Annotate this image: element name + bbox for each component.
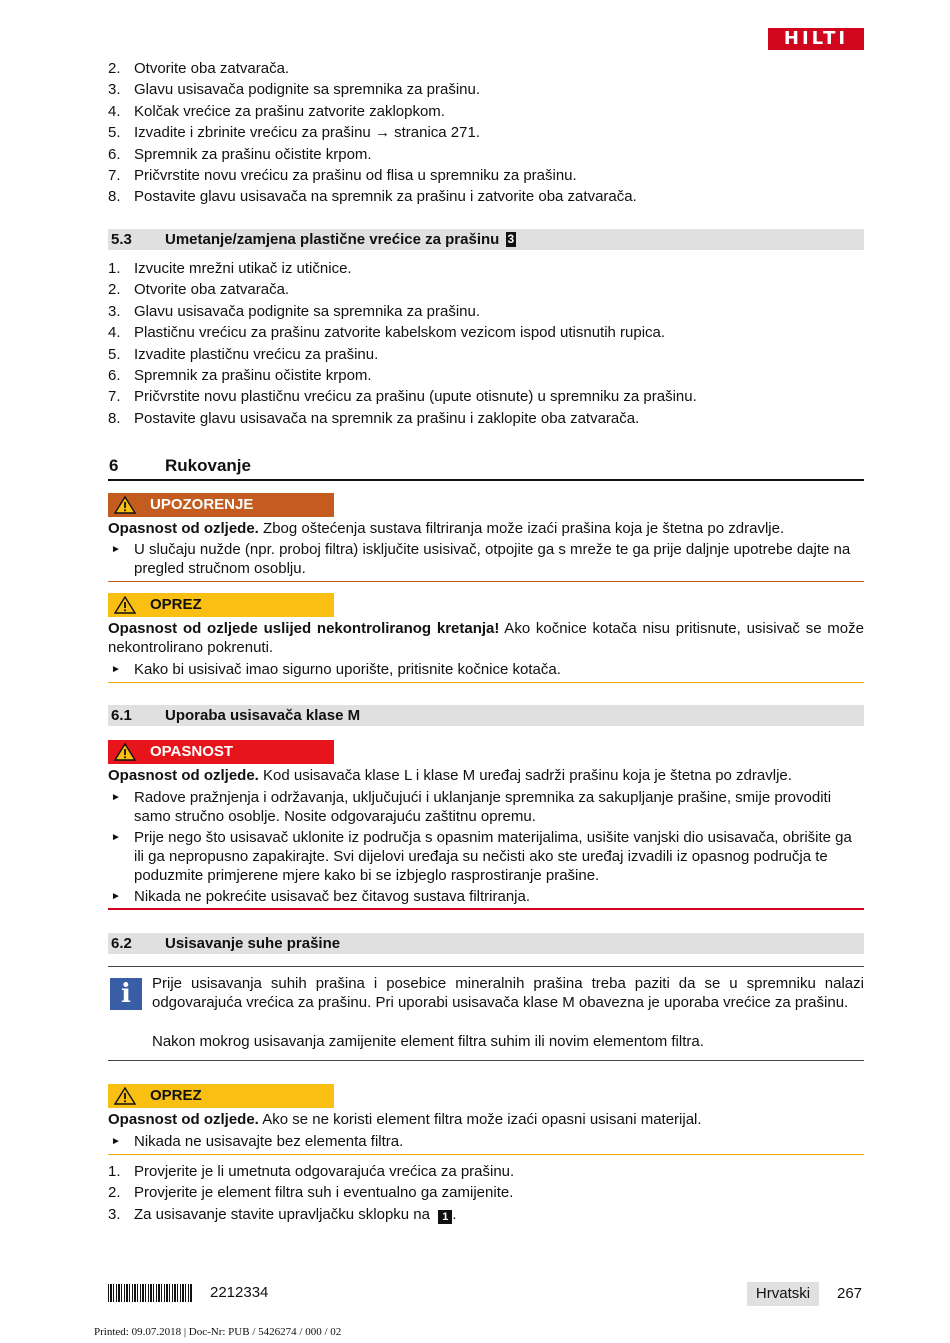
- hilti-logo: HILTI: [768, 28, 864, 50]
- warning-triangle-icon: [114, 596, 136, 614]
- list-item: 4. Kolčak vrećice za prašinu zatvorite zaklopkom.: [108, 102, 445, 120]
- section-heading-5-3: 5.3 Umetanje/zamjena plastične vrećice za prašinu 3: [108, 229, 864, 250]
- caution-divider: [108, 682, 864, 683]
- switch-position-badge: 1: [438, 1210, 452, 1224]
- danger-bullet: ► Radove pražnjenja i održavanja, uključujući i uklanjanje spremnika za sakupljanje prašine, smije provoditi samo stručno osoblje. Nosite odgovarajuću zaštitnu opremu.: [111, 789, 832, 825]
- danger-divider: [108, 908, 864, 910]
- list-item: 8. Postavite glavu usisavača na spremnik za prašinu i zatvorite oba zatvarača.: [108, 188, 637, 206]
- steps-list-6-2: [108, 1161, 868, 1225]
- warning-bullet: ► U slučaju nužde (npr. proboj filtra) isključite usisivač, otpojite ga s mreže te ga prije daljnje upotrebe dajte na pregled stručnom osoblju.: [111, 541, 851, 577]
- list-item: 5. Izvadite i zbrinite vrećicu za prašinu → stranica 271.: [108, 124, 480, 142]
- list-item: 6. Spremnik za prašinu očistite krpom.: [108, 366, 372, 384]
- list-item: 5. Izvadite plastičnu vrećicu za prašinu.: [108, 345, 379, 363]
- list-item: 7. Pričvrstite novu plastičnu vrećicu za prašinu (upute otisnute) u spremniku za prašinu.: [108, 388, 697, 406]
- language-label: Hrvatski: [747, 1282, 819, 1306]
- warning-triangle-icon: [114, 743, 136, 761]
- info-text-2: Nakon mokrog usisavanja zamijenite element filtra suhim ili novim elementom filtra.: [152, 1033, 704, 1050]
- list-item: 7. Pričvrstite novu vrećicu za prašinu od flisa u spremniku za prašinu.: [108, 166, 577, 184]
- danger-bullet: ► Prije nego što usisavač uklonite iz područja s opasnim materijalima, usišite vanjski dio usisavača, obrišite ga ili ga nepropusno zapakirajte. Svi dijelovi uređaja su nečisti ako ste uređaj izvadili iz opasnog područja te poduzmite primjerene mjere kako bi se izbjeglo rasprostiranje prašine.: [111, 829, 852, 884]
- info-icon: i: [110, 978, 142, 1010]
- warning-triangle-icon: [114, 496, 136, 514]
- list-item: 2. Provjerite je element filtra suh i eventualno ga zamijenite.: [108, 1184, 514, 1202]
- caution-divider: [108, 1154, 864, 1155]
- list-item: 3. Glavu usisavača podignite sa spremnika za prašinu.: [108, 302, 481, 320]
- barcode: [108, 1284, 192, 1302]
- document-number: 2212334: [210, 1284, 269, 1301]
- caution-bullet: ► Kako bi usisivač imao sigurno uporište, pritisnite kočnice kotača.: [111, 661, 561, 678]
- caution-text: Opasnost od ozljede. Ako se ne koristi element filtra može izaći opasni usisani materijal.: [108, 1111, 702, 1128]
- danger-bullet: ► Nikada ne pokrećite usisavač bez čitavog sustava filtriranja.: [111, 888, 531, 905]
- steps-list-top: [108, 58, 868, 208]
- danger-text: Opasnost od ozljede. Kod usisavača klase L i klase M uređaj sadrži prašinu koja je štetna po zdravlje.: [108, 767, 792, 784]
- section-heading-6-2: 6.2 Usisavanje suhe prašine: [108, 933, 864, 954]
- chapter-heading: 6 Rukovanje: [108, 455, 864, 481]
- section-heading-6-1: 6.1 Uporaba usisavača klase M: [108, 705, 864, 726]
- warning-signal-box: UPOZORENJE: [108, 493, 334, 517]
- list-item: 1. Provjerite je li umetnuta odgovarajuća vrećica za prašinu.: [108, 1163, 515, 1180]
- list-item: 2. Otvorite oba zatvarača.: [108, 281, 290, 299]
- danger-signal-box: OPASNOST: [108, 740, 334, 764]
- page-number: 267: [837, 1285, 863, 1302]
- caution-bullet: ► Nikada ne usisavajte bez elementa filtra.: [111, 1133, 404, 1150]
- warning-triangle-icon: [114, 1087, 136, 1105]
- list-item: 1. Izvucite mrežni utikač iz utičnice.: [108, 260, 352, 277]
- figure-ref-badge: 3: [507, 232, 515, 246]
- caution-signal-box: OPREZ: [108, 593, 334, 617]
- steps-list-5-3: [108, 258, 868, 429]
- warning-divider: [108, 581, 864, 582]
- list-item: 4. Plastičnu vrećicu za prašinu zatvorite kabelskom vezicom ispod utisnutih rupica.: [108, 324, 666, 342]
- list-item: 3. Glavu usisavača podignite sa spremnika za prašinu.: [108, 81, 481, 99]
- list-item: 3. Za usisavanje stavite upravljačku sklopku na 1 .: [108, 1205, 457, 1223]
- warning-text: Opasnost od ozljede. Zbog oštećenja sustava filtriranja može izaći prašina koja je štetna po zdravlje.: [108, 520, 785, 537]
- print-info: Printed: 09.07.2018 | Doc-Nr: PUB / 5426274 / 000 / 02: [94, 1326, 342, 1338]
- list-item: 6. Spremnik za prašinu očistite krpom.: [108, 145, 372, 163]
- info-divider-bottom: [108, 1060, 864, 1061]
- info-divider-top: [108, 966, 864, 967]
- caution-text: Opasnost od ozljede uslijed nekontroliranog kretanja! Ako kočnice kotača nisu pritisnute, usisivač se može nekontrolirano pokrenuti.: [108, 620, 864, 656]
- info-text: Prije usisavanja suhih prašina i posebice mineralnih prašina treba paziti da se u spremniku nalazi odgovarajuća vrećica za prašinu. Pri uporabi usisavača klase M obavezna je uporaba vrećice za prašinu.: [152, 975, 864, 1011]
- list-item: 8. Postavite glavu usisavača na spremnik za prašinu i zaklopite oba zatvarača.: [108, 409, 640, 427]
- caution-signal-box: OPREZ: [108, 1084, 334, 1108]
- list-item: 2. Otvorite oba zatvarača.: [108, 60, 290, 77]
